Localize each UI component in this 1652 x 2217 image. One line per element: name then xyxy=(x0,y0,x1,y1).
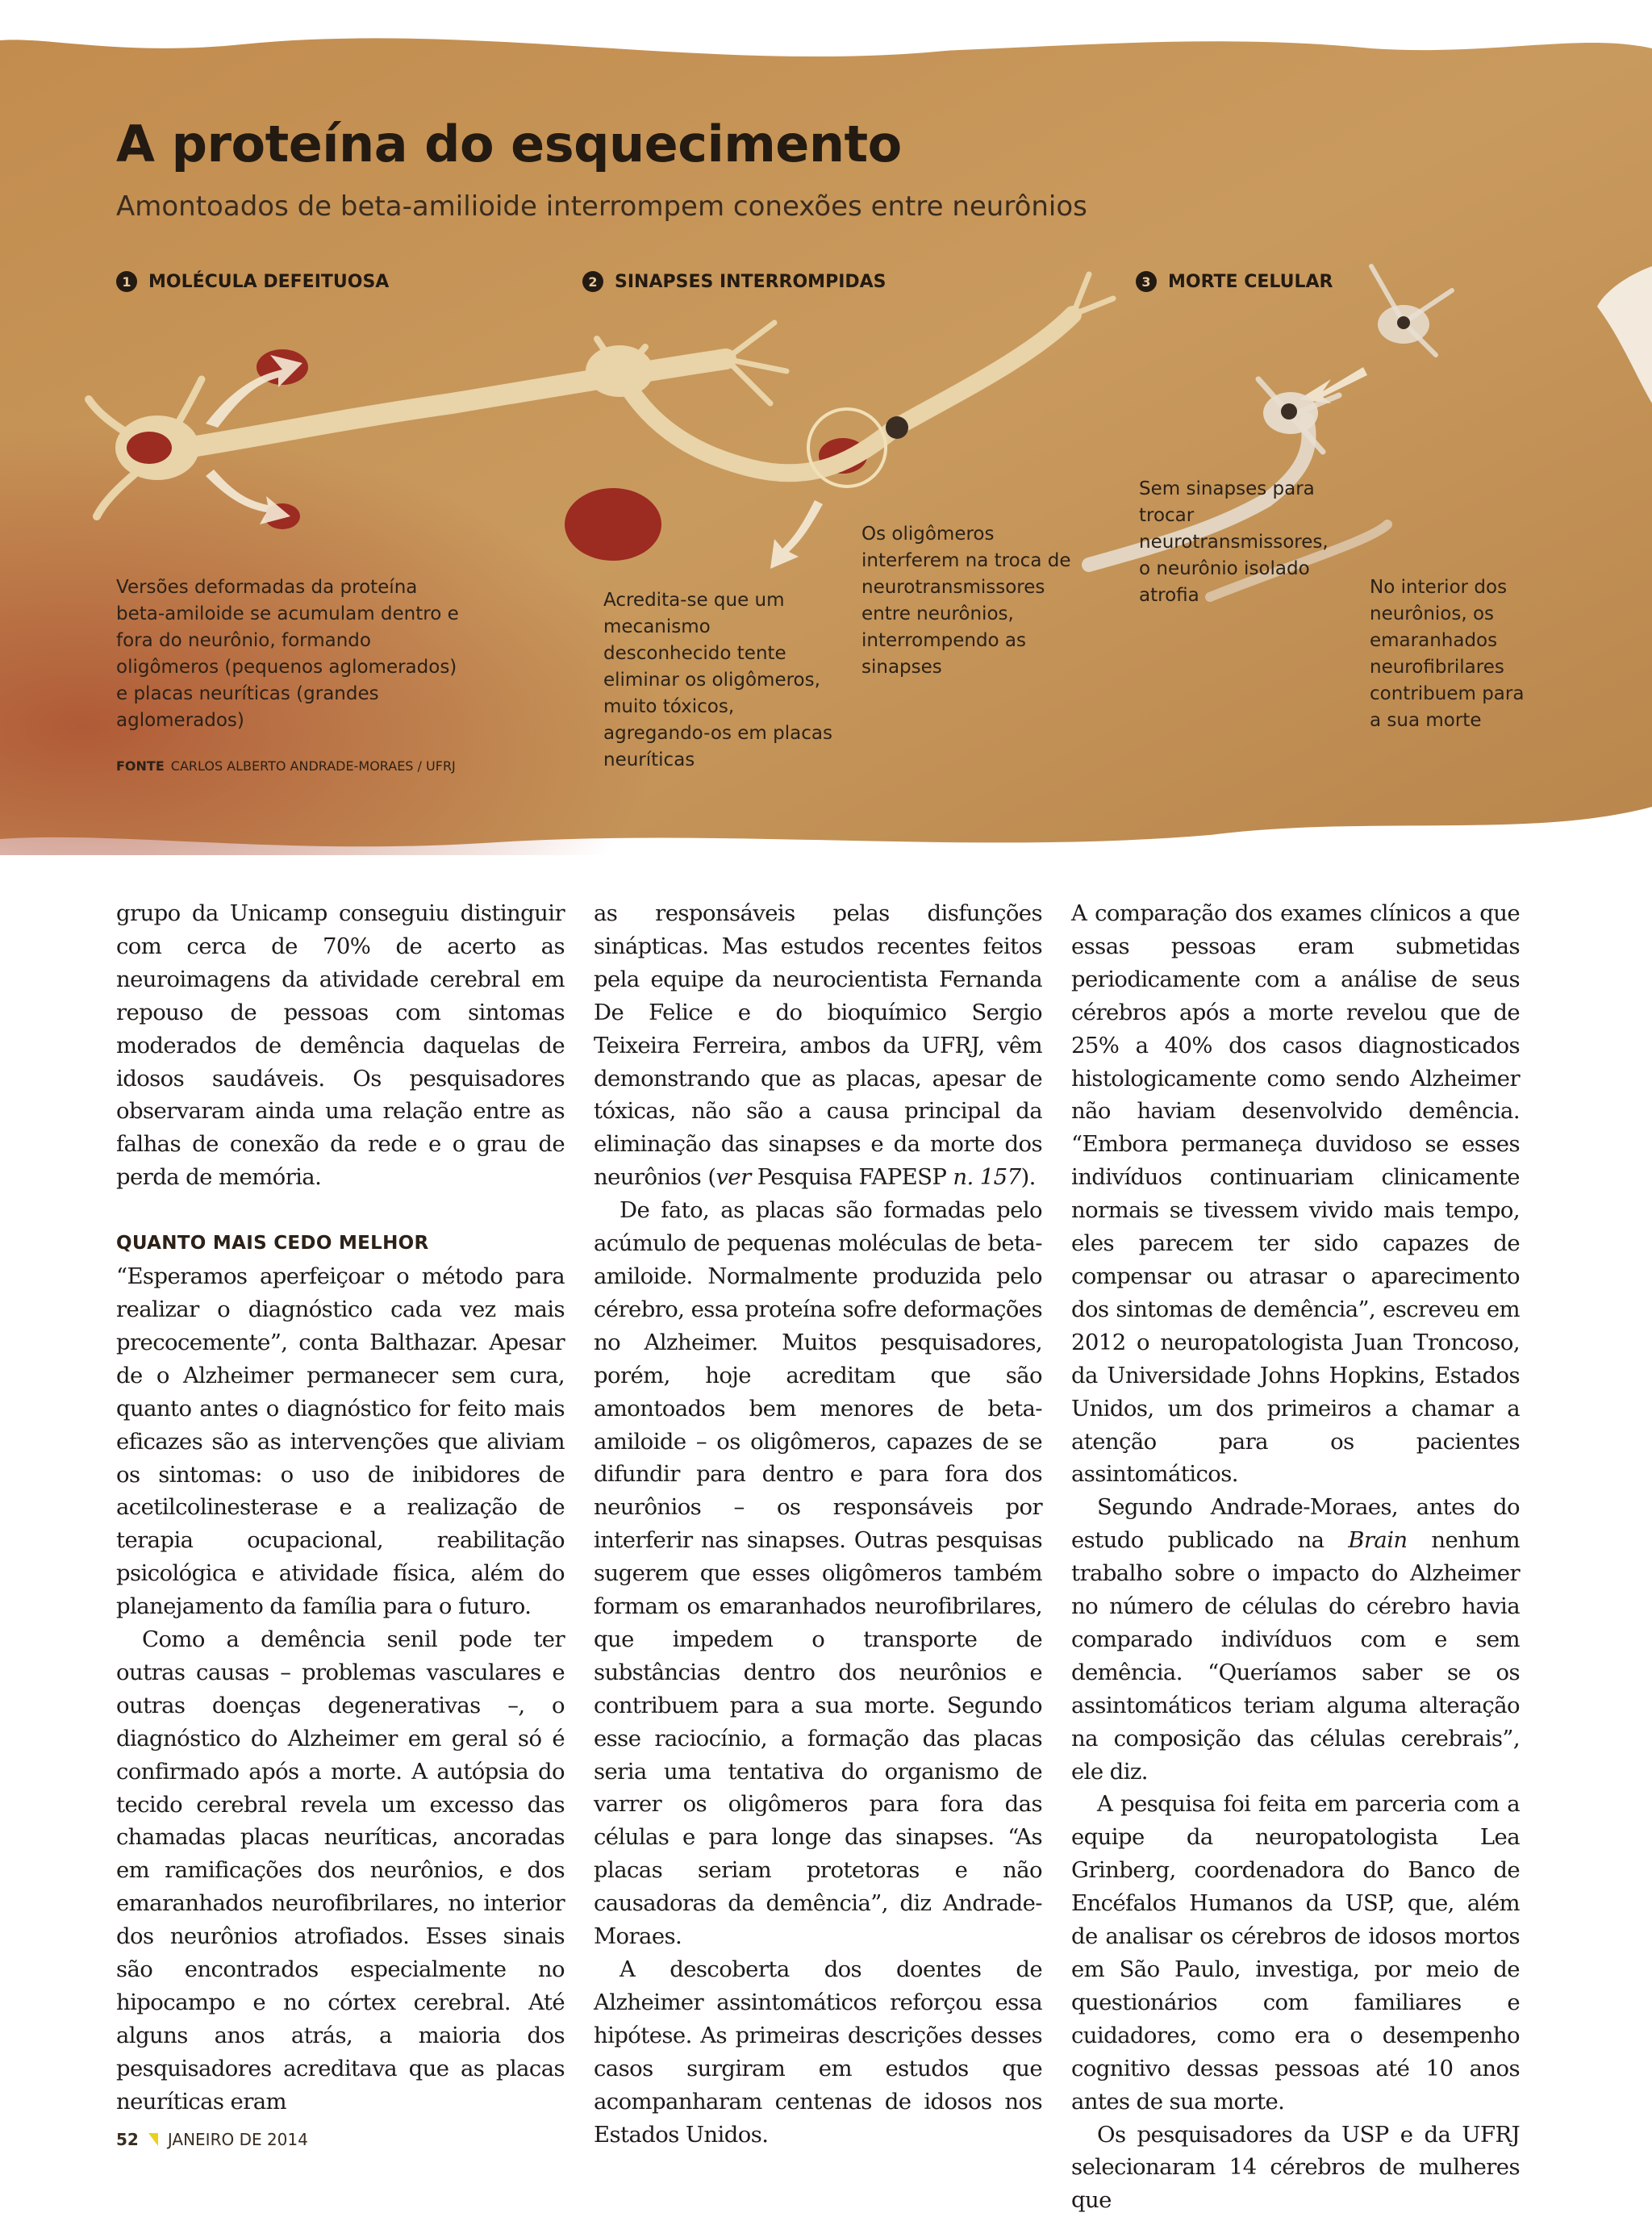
infographic-subtitle: Amontoados de beta-amilioide interrompem conexões entre neurônios xyxy=(116,190,1087,223)
neuron-nucleus xyxy=(886,416,908,439)
paragraph: grupo da Unicamp conseguiu distinguir com cerca de 70% de acerto as neuroimagens da atividade cerebral em repouso de pessoas com sintomas moderados de demência daquelas de idosos saudáveis. Os pesquisadores observaram ainda uma relação entre as falhas de conexão da rede e o grau de perda de memória. xyxy=(116,900,565,1191)
paragraph: A pesquisa foi feita em parceria com a equipe da neuropatologista Lea Grinberg, coordenadora do Banco de Encéfalos Humanos da USP, que, além de analisar os cérebros de idosos mortos em São Paulo, investiga, por meio de questionários com familiares e cuidadores, como era o desempenho cognitivo dessas pessoas até 10 anos antes de sua morte. xyxy=(1071,1791,1520,2115)
paragraph: Os pesquisadores da USP e da UFRJ selecionaram 14 cérebros de mulheres que xyxy=(1071,2121,1520,2214)
caption-no-synapses: Sem sinapses para trocar neurotransmissores, o neurônio isolado atrofia xyxy=(1139,478,1329,606)
step-number: 3 xyxy=(1136,271,1157,292)
page-number: 52 xyxy=(116,2130,139,2149)
paragraph: A descoberta dos doentes de Alzheimer assintomáticos reforçou essa hipótese. As primeiras descrições desses casos surgiram em estudos que acompanharam centenas de idosos nos Estados Unidos. xyxy=(594,1956,1042,2148)
issue-date: JANEIRO DE 2014 xyxy=(167,2130,308,2149)
paragraph: Segundo Andrade-Moraes, antes do estudo publicado na Brain nenhum trabalho sobre o impacto do Alzheimer no número de células do cérebro havia comparado indivíduos com e sem demência. “Queríamos saber se os assintomáticos teriam alguma alteração na composição das células cerebrais”, ele diz. xyxy=(1071,1494,1520,1785)
paragraph: A comparação dos exames clínicos a que essas pessoas eram submetidas periodicamente com a análise de seus cérebros após a morte revelou que de 25% a 40% dos casos diagnosticados histologicamente como sendo Alzheimer não haviam desenvolvido demência. “Embora permaneça duvidoso se esses indivíduos continuariam clinicamente normais se tivessem vivido mais tempo, eles parecem ter sido capazes de compensar ou atrasar o aparecimento dos sintomas de demência”, escreveu em 2012 o neuropatologista Juan Troncoso, da Universidade Johns Hopkins, Estados Unidos, um dos primeiros a chamar a atenção para os pacientes assintomáticos. xyxy=(1071,900,1520,1488)
paragraph: “Esperamos aperfeiçoar o método para realizar o diagnóstico cada vez mais precocemente”, conta Balthazar. Apesar de o Alzheimer permanecer sem cura, quanto antes o diagnóstico for feito mais eficazes são as intervenções que aliviam os sintomas: o uso de inibidores de acetilcolinesterase e a realização de terapia ocupacional, reabilitação psicológica e atividade física, além do planejamento da família para o futuro. xyxy=(116,1263,565,1620)
step-number: 2 xyxy=(582,271,603,292)
source-text: CARLOS ALBERTO ANDRADE-MORAES / UFRJ xyxy=(170,758,456,774)
paragraph: De fato, as placas são formadas pelo acúmulo de pequenas moléculas de beta-amiloide. Normalmente produzida pelo cérebro, essa proteína sofre deformações no Alzheimer. Muitos pesquisadores, porém, hoje acreditam que são amontoados bem menores de beta-amiloide – os oligômeros, capazes de se difundir para dentro e para fora dos neurônios – os responsáveis por interferir nas sinapses. Outras pesquisas sugerem que esses oligômeros também formam os emaranhados neurofibrilares, que impedem o transporte de substâncias dentro dos neurônios e contribuem para a sua morte. Segundo esse raciocínio, a formação das placas seria uma tentativa do organismo de varrer os oligômeros para fora das células e para longe das sinapses. “As placas seriam protetoras e não causadoras da demência”, diz Andrade-Moraes. xyxy=(594,1197,1042,1950)
article-column-3 xyxy=(1071,897,1520,2217)
step-2 xyxy=(582,271,886,292)
page-footer xyxy=(116,2130,308,2149)
infographic-banner xyxy=(0,0,1652,855)
step-label: MOLÉCULA DEFEITUOSA xyxy=(148,271,390,292)
source-credit xyxy=(116,758,456,774)
step-1 xyxy=(116,271,389,292)
step-3 xyxy=(1136,271,1333,292)
article-column-1 xyxy=(116,897,565,2119)
infographic-title: A proteína do esquecimento xyxy=(116,115,902,173)
step-number: 1 xyxy=(116,271,137,292)
caption-oligomers: Os oligômeros interferem na troca de neurotransmissores entre neurônios, interrompendo as sinapses xyxy=(861,524,1071,678)
caption-mechanism: Acredita-se que um mecanismo desconhecido tente eliminar os oligômeros, muito tóxicos, agregando-os em placas neuríticas xyxy=(603,590,832,770)
caption-deformed-protein: Versões deformadas da proteína beta-amiloide se acumulam dentro e fora do neurônio, formando oligômeros (pequenos aglomerados) e placas neuríticas (grandes aglomerados) xyxy=(116,577,459,731)
caption-neurofibrillary: No interior dos neurônios, os emaranhados neurofibrilares contribuem para a sua morte xyxy=(1370,577,1525,731)
step-label: MORTE CELULAR xyxy=(1168,271,1333,292)
paragraph: as responsáveis pelas disfunções sinápticas. Mas estudos recentes feitos pela equipe da neurocientista Fernanda De Felice e do bioquímico Sergio Teixeira Ferreira, ambos da UFRJ, vêm demonstrando que as placas, apesar de tóxicas, não são a causa principal da eliminação das sinapses e da morte dos neurônios (ver Pesquisa FAPESP n. 157). xyxy=(594,900,1042,1191)
source-label: FONTE xyxy=(116,758,165,774)
paragraph: Como a demência senil pode ter outras causas – problemas vasculares e outras doenças degenerativas –, o diagnóstico do Alzheimer em geral só é confirmado após a morte. A autópsia do tecido cerebral revela um excesso das chamadas placas neuríticas, ancoradas em ramificações dos neurônios, e dos emaranhados neurofibrilares, no interior dos neurônios atrofiados. Esses sinais são encontrados especialmente no hipocampo e no córtex cerebral. Até alguns anos atrás, a maioria dos pesquisadores acreditava que as placas neuríticas eram xyxy=(116,1626,565,2115)
neuron-2-body xyxy=(586,345,653,397)
section-heading: QUANTO MAIS CEDO MELHOR xyxy=(116,1233,429,1255)
triangle-icon xyxy=(148,2133,158,2146)
article-column-2 xyxy=(594,897,1042,2151)
step-label: SINAPSES INTERROMPIDAS xyxy=(615,271,886,292)
